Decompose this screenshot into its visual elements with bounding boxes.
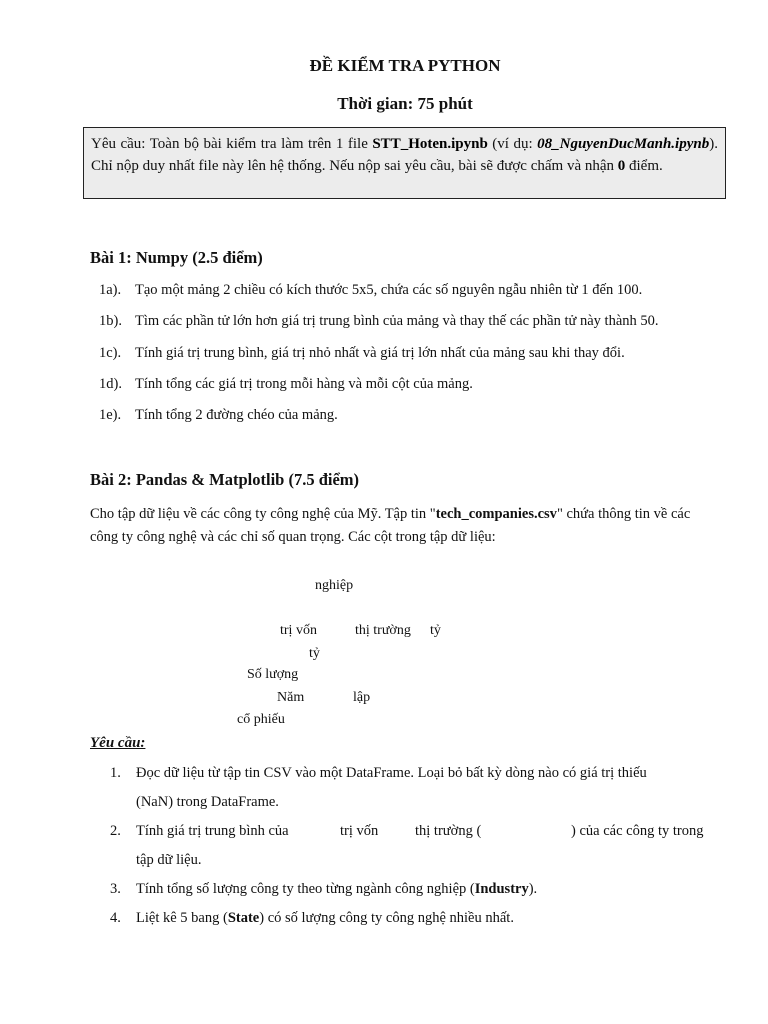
item-number: 1d). bbox=[99, 376, 122, 392]
intro-text: " chứa thông tin về các công ty công nghệ và các chỉ số quan trọng. Các cột trong tập dữ liệu: bbox=[90, 506, 691, 545]
task-text: Tính tổng số lượng công ty theo từng ngành công nghiệp ( bbox=[136, 881, 475, 897]
task-text: Liệt kê 5 bang ( bbox=[136, 910, 228, 926]
column-fragment: lập bbox=[353, 690, 371, 705]
bai1-item bbox=[99, 407, 338, 424]
column-fragment: Năm bbox=[277, 690, 305, 705]
task-text: ) có số lượng công ty công nghệ nhiều nhất. bbox=[259, 910, 514, 926]
task-text: trị vốn bbox=[340, 823, 379, 839]
column-fragment: tỷ bbox=[430, 623, 441, 638]
item-number: 1b). bbox=[99, 313, 122, 329]
task-text: (NaN) trong DataFrame. bbox=[136, 794, 279, 810]
column-fragment: tỷ bbox=[309, 646, 320, 661]
notice-text: ). Chỉ nộp duy nhất file này lên hệ thống. Nếu nộp sai yêu cầu, bài sẽ được chấm và nhận bbox=[91, 136, 718, 174]
task-text: ) của các công ty trong bbox=[571, 823, 704, 839]
zero-score: 0 bbox=[617, 158, 626, 174]
column-name: State bbox=[227, 910, 260, 926]
item-text: Tính tổng 2 đường chéo của mảng. bbox=[135, 407, 338, 423]
notice-text: (ví dụ: bbox=[487, 136, 538, 152]
bai1-item bbox=[99, 376, 473, 393]
item-number: 1e). bbox=[99, 407, 122, 423]
exam-duration: Thời gian: 75 phút bbox=[337, 94, 473, 113]
bai1-item bbox=[99, 345, 625, 362]
task-text: Tính giá trị trung bình của bbox=[136, 823, 289, 839]
task-text: ). bbox=[528, 881, 538, 897]
task-text: Đọc dữ liệu từ tập tin CSV vào một DataFrame. Loại bỏ bất kỳ dòng nào có giá trị thiếu bbox=[136, 765, 647, 781]
item-text: Tính giá trị trung bình, giá trị nhỏ nhất và giá trị lớn nhất của mảng sau khi thay đổi. bbox=[135, 345, 625, 361]
task-number: 2. bbox=[110, 823, 121, 839]
exam-title: ĐỀ KIỂM TRA PYTHON bbox=[309, 56, 501, 75]
item-text: Tính tổng các giá trị trong mỗi hàng và mỗi cột của mảng. bbox=[135, 376, 473, 392]
task-number: 4. bbox=[110, 910, 121, 926]
intro-text: Cho tập dữ liệu về các công ty công nghệ của Mỹ. Tập tin " bbox=[90, 506, 436, 522]
task-text bbox=[136, 910, 514, 927]
column-fragment: cổ phiếu bbox=[237, 712, 285, 727]
bai2-intro bbox=[90, 503, 722, 549]
task-number: 3. bbox=[110, 881, 121, 897]
item-text: Tạo một mảng 2 chiều có kích thước 5x5, chứa các số nguyên ngẫu nhiên từ 1 đến 100. bbox=[135, 282, 643, 298]
file-pattern: STT_Hoten.ipynb bbox=[372, 136, 488, 152]
notice-text: Yêu cầu: Toàn bộ bài kiểm tra làm trên 1 file bbox=[91, 136, 373, 152]
item-text: Tìm các phần tử lớn hơn giá trị trung bình của mảng và thay thế các phần tử này thành 50. bbox=[135, 313, 659, 329]
column-fragment: Số lượng bbox=[247, 667, 299, 682]
item-number: 1c). bbox=[99, 345, 122, 361]
csv-filename: tech_companies.csv bbox=[435, 506, 557, 522]
column-fragment: nghiệp bbox=[315, 578, 354, 593]
notice-text: điểm. bbox=[625, 158, 663, 174]
column-fragment: thị trường bbox=[355, 623, 411, 638]
requirements-notice bbox=[83, 127, 726, 199]
bai1-item bbox=[99, 282, 642, 299]
task-text: tập dữ liệu. bbox=[136, 852, 202, 868]
item-number: 1a). bbox=[99, 282, 122, 298]
example-file: 08_NguyenDucManh.ipynb bbox=[537, 136, 710, 152]
column-name: Industry bbox=[474, 881, 529, 897]
bai1-item bbox=[99, 313, 659, 330]
bai1-heading: Bài 1: Numpy (2.5 điểm) bbox=[90, 248, 263, 267]
task-number: 1. bbox=[110, 765, 121, 781]
column-fragment: trị vốn bbox=[280, 623, 317, 638]
requirements-label: Yêu cầu: bbox=[90, 735, 146, 751]
task-text bbox=[136, 881, 537, 898]
bai2-heading: Bài 2: Pandas & Matplotlib (7.5 điểm) bbox=[90, 470, 360, 489]
task-text: thị trường ( bbox=[415, 823, 482, 839]
